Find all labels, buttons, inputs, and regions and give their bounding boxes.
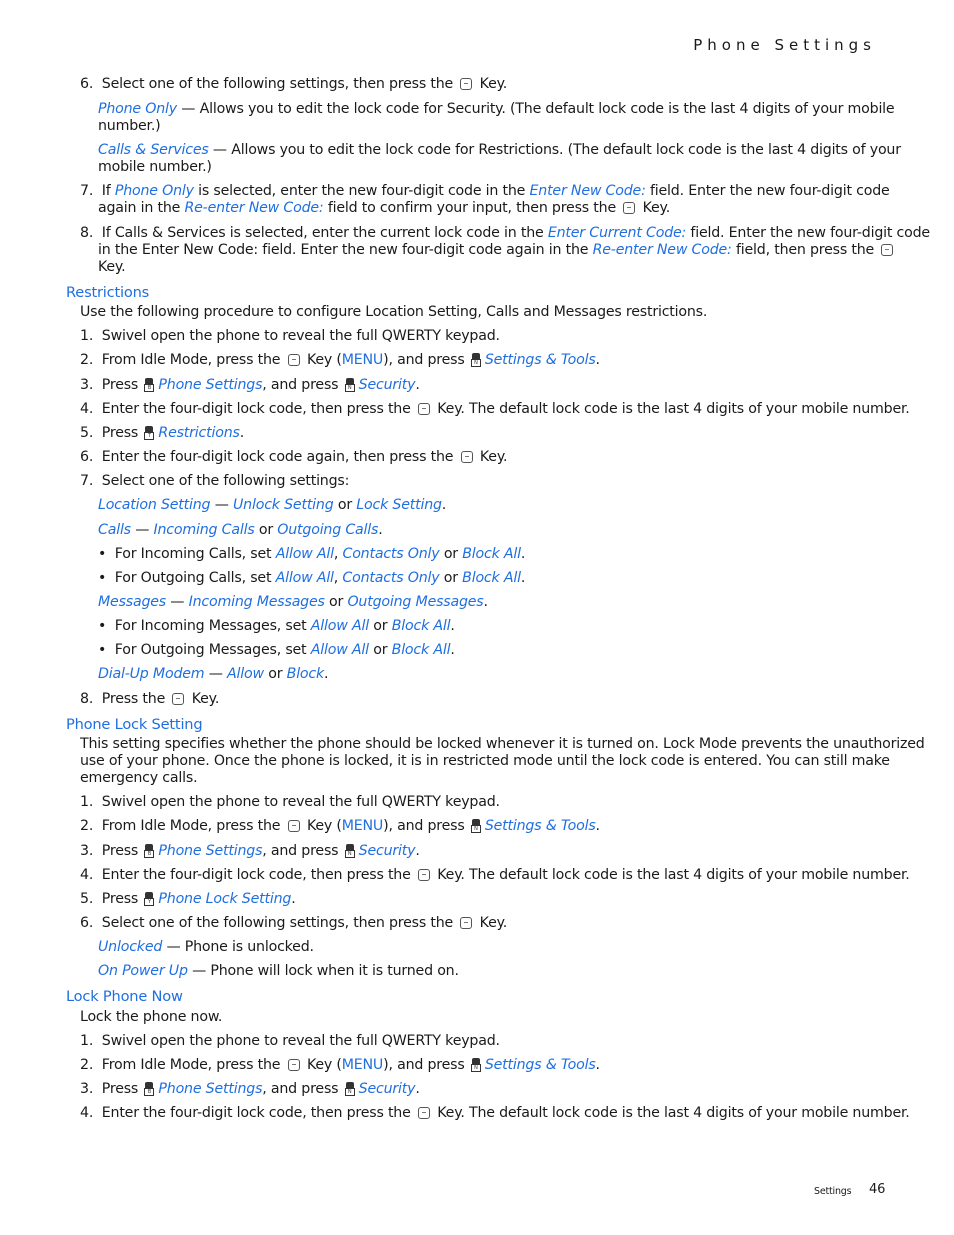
- bullet-incoming-calls: [98, 546, 525, 563]
- menu-option: Phone Settings: [158, 377, 263, 393]
- option-value: Incoming Messages: [188, 594, 325, 610]
- option-value: Contacts Only: [342, 570, 440, 586]
- step-text: Key.: [191, 691, 220, 707]
- step-text: ), and press: [383, 818, 465, 834]
- option-calls-services: [98, 142, 901, 159]
- menu-label: MENU: [341, 352, 384, 368]
- step-text: From Idle Mode, press the: [101, 1057, 281, 1073]
- section-heading-restrictions: Restrictions: [66, 284, 150, 301]
- step-1: [80, 328, 500, 345]
- step-text: field. Enter the new four-digit code: [649, 183, 890, 199]
- punctuation: .: [520, 570, 526, 586]
- punctuation: .: [450, 642, 455, 658]
- punctuation: .: [415, 377, 420, 393]
- step-text: Enter the four-digit lock code again, then press the: [101, 449, 454, 465]
- menu-option: Phone Settings: [158, 1081, 263, 1097]
- ok-key-icon: [418, 403, 430, 415]
- step-7: [80, 183, 890, 200]
- bullet-icon: •: [98, 642, 107, 658]
- menu-option: Restrictions: [158, 425, 240, 441]
- option-value: Block: [286, 666, 325, 682]
- step-number: 3.: [80, 843, 94, 859]
- dash: —: [170, 594, 185, 610]
- option-value: Allow All: [310, 618, 369, 634]
- punctuation: .: [595, 352, 600, 368]
- section-paragraph-line: emergency calls.: [80, 770, 198, 786]
- punctuation: .: [415, 843, 420, 859]
- n-key-icon: N: [471, 1058, 481, 1071]
- menu-option: Settings & Tools: [484, 818, 596, 834]
- step-3: [80, 377, 420, 394]
- step-text: Swivel open the phone to reveal the full QWERTY keypad.: [101, 328, 500, 344]
- n-key-icon: N: [345, 1082, 355, 1095]
- ok-key-icon: [288, 1059, 300, 1071]
- option-name: Calls: [98, 522, 131, 538]
- menu-option: Phone Settings: [158, 843, 263, 859]
- section-intro: Lock the phone now.: [80, 1009, 223, 1025]
- bullet-incoming-messages: [98, 618, 455, 635]
- option-desc-cont: mobile number.): [98, 159, 212, 175]
- step-text: field to confirm your input, then press the: [327, 200, 616, 216]
- option-on-power-up: [98, 963, 459, 980]
- step-text: If: [101, 183, 111, 199]
- step-number: 4.: [80, 867, 94, 883]
- step-1: [80, 1033, 500, 1050]
- step-text: is selected, enter the new four-digit code in the: [198, 183, 526, 199]
- step-text: Key. The default lock code is the last 4 digits of your mobile number.: [437, 867, 910, 883]
- step-text: Key (: [306, 1057, 342, 1073]
- step-text: , and press: [262, 1081, 339, 1097]
- option-name: Unlocked: [98, 939, 163, 955]
- option-unlocked: [98, 939, 314, 956]
- bullet-icon: •: [98, 546, 107, 562]
- conjunction: or: [373, 642, 388, 658]
- section-paragraph-line: This setting specifies whether the phone should be locked whenever it is turned on. Lock Mode prevents the unauthorized: [80, 736, 925, 752]
- dash: —: [214, 497, 229, 513]
- step-3: [80, 843, 420, 860]
- page-number: 46: [869, 1182, 886, 1197]
- step-5: [80, 425, 244, 442]
- punctuation: .: [520, 546, 526, 562]
- bullet-icon: •: [98, 618, 107, 634]
- step-number: 3.: [80, 1081, 94, 1097]
- menu-option: Security: [358, 1081, 416, 1097]
- bullet-text: For Outgoing Messages, set: [114, 642, 307, 658]
- step-6: [80, 915, 507, 932]
- option-desc: — Allows you to edit the lock code for Restrictions. (The default lock code is the last 4 digits of your: [212, 142, 901, 158]
- field-name: Re-enter New Code:: [592, 242, 732, 258]
- t-key-icon: T: [144, 426, 154, 439]
- step-8: [80, 225, 930, 242]
- ok-key-icon: [288, 354, 300, 366]
- step-text: Press: [101, 1081, 139, 1097]
- step-number: 1.: [80, 794, 94, 810]
- section-heading-lock-phone-now: Lock Phone Now: [66, 988, 183, 1005]
- option-name: Messages: [98, 594, 166, 610]
- conjunction: or: [258, 522, 273, 538]
- step-text: Swivel open the phone to reveal the full QWERTY keypad.: [101, 794, 500, 810]
- option-value: Outgoing Messages: [347, 594, 484, 610]
- ok-key-icon: [418, 869, 430, 881]
- step-8-cont: [98, 242, 896, 259]
- option-value: Lock Setting: [356, 497, 442, 513]
- section-intro: Use the following procedure to configure Location Setting, Calls and Messages restrictions.: [80, 304, 708, 320]
- option-value: Unlock Setting: [233, 497, 334, 513]
- punctuation: .: [291, 891, 296, 907]
- punctuation: .: [239, 425, 245, 441]
- punctuation: ,: [333, 546, 339, 562]
- option-location-setting: [98, 497, 446, 514]
- step-5: [80, 891, 296, 908]
- step-number: 2.: [80, 352, 94, 368]
- step-2: [80, 352, 600, 369]
- step-text: Press: [101, 891, 139, 907]
- option-desc: — Phone will lock when it is turned on.: [192, 963, 459, 979]
- step-text: Press: [101, 843, 139, 859]
- step-text: From Idle Mode, press the: [101, 352, 281, 368]
- step-text: , and press: [262, 377, 339, 393]
- step-4: [80, 1105, 910, 1122]
- step-text: Enter the four-digit lock code, then press the: [101, 1105, 411, 1121]
- step-text: in the Enter New Code: field. Enter the new four-digit code again in the: [98, 242, 589, 258]
- field-name: Re-enter New Code:: [184, 200, 324, 216]
- page-header-title: Phone Settings: [693, 36, 876, 54]
- option-dial-up-modem: [98, 666, 328, 683]
- menu-option: Security: [358, 377, 416, 393]
- step-text: Select one of the following settings:: [101, 473, 350, 489]
- menu-option: Phone Lock Setting: [158, 891, 292, 907]
- n-key-icon: N: [345, 378, 355, 391]
- option-desc: — Allows you to edit the lock code for Security. (The default lock code is the last 4 digits of your mobile: [181, 101, 895, 117]
- step-number: 2.: [80, 1057, 94, 1073]
- y-key-icon: Y: [144, 892, 154, 905]
- step-text: Press: [101, 377, 139, 393]
- ok-key-icon: [288, 820, 300, 832]
- punctuation: .: [441, 497, 447, 513]
- option-desc-cont: number.): [98, 118, 161, 134]
- field-name: Enter Current Code:: [547, 225, 687, 241]
- step-text: Key.: [479, 915, 508, 931]
- option-value: Block All: [391, 618, 451, 634]
- section-heading-phone-lock-setting: Phone Lock Setting: [66, 716, 203, 733]
- step-text: Key.: [479, 76, 508, 92]
- ok-key-icon: [461, 451, 473, 463]
- step-text: , and press: [262, 843, 339, 859]
- bullet-icon: •: [98, 570, 107, 586]
- option-calls: [98, 522, 383, 539]
- ok-key-icon: [418, 1107, 430, 1119]
- step-text: If Calls & Services is selected, enter the current lock code in the: [101, 225, 544, 241]
- ok-key-icon: [172, 693, 184, 705]
- bullet-text: For Incoming Messages, set: [114, 618, 307, 634]
- option-value: Block All: [462, 546, 521, 562]
- menu-option: Settings & Tools: [484, 352, 596, 368]
- option-value: Block All: [391, 642, 451, 658]
- step-text: Key. The default lock code is the last 4 digits of your mobile number.: [437, 401, 910, 417]
- step-number: 6.: [80, 915, 94, 931]
- step-8-cont2: Key.: [98, 259, 126, 275]
- footer-section-label: Settings: [814, 1186, 852, 1197]
- step-text: field. Enter the new four-digit code: [690, 225, 930, 241]
- punctuation: .: [450, 618, 455, 634]
- step-number: 8.: [80, 225, 94, 241]
- section-paragraph-line: use of your phone. Once the phone is locked, it is in restricted mode until the lock code is entered. You can still make: [80, 753, 890, 769]
- punctuation: .: [483, 594, 488, 610]
- step-4: [80, 401, 910, 418]
- conjunction: or: [373, 618, 388, 634]
- menu-label: MENU: [341, 1057, 384, 1073]
- conjunction: or: [443, 570, 458, 586]
- option-name: Phone Only: [114, 183, 194, 199]
- menu-option: Settings & Tools: [484, 1057, 596, 1073]
- step-number: 6.: [80, 449, 94, 465]
- option-phone-only: [98, 101, 894, 118]
- option-value: Allow All: [275, 570, 334, 586]
- step-text: Select one of the following settings, then press the: [101, 915, 454, 931]
- option-value: Incoming Calls: [153, 522, 255, 538]
- step-number: 8.: [80, 691, 94, 707]
- option-value: Block All: [462, 570, 521, 586]
- dash: —: [208, 666, 223, 682]
- step-2: [80, 1057, 600, 1074]
- step-text: Key (: [306, 818, 342, 834]
- step-text: Key.: [642, 200, 671, 216]
- b-key-icon: B: [144, 844, 154, 857]
- ok-key-icon: [881, 244, 893, 256]
- step-text: Select one of the following settings, then press the: [101, 76, 454, 92]
- step-number: 1.: [80, 1033, 94, 1049]
- step-number: 5.: [80, 425, 94, 441]
- option-name: Phone Only: [98, 101, 177, 117]
- option-value: Allow All: [275, 546, 334, 562]
- step-6: [80, 76, 507, 93]
- step-8: [80, 691, 219, 708]
- option-value: Contacts Only: [342, 546, 440, 562]
- n-key-icon: N: [471, 819, 481, 832]
- step-text: Enter the four-digit lock code, then press the: [101, 401, 411, 417]
- step-text: Press: [101, 425, 139, 441]
- punctuation: .: [415, 1081, 420, 1097]
- conjunction: or: [337, 497, 352, 513]
- bullet-outgoing-calls: [98, 570, 525, 587]
- step-text: Key (: [306, 352, 342, 368]
- option-value: Allow All: [310, 642, 369, 658]
- step-text: field, then press the: [735, 242, 875, 258]
- step-text: From Idle Mode, press the: [101, 818, 281, 834]
- step-7-cont: [98, 200, 670, 217]
- step-number: 5.: [80, 891, 94, 907]
- step-1: [80, 794, 500, 811]
- conjunction: or: [268, 666, 283, 682]
- punctuation: .: [595, 818, 600, 834]
- step-number: 4.: [80, 401, 94, 417]
- step-number: 4.: [80, 1105, 94, 1121]
- n-key-icon: N: [345, 844, 355, 857]
- step-number: 3.: [80, 377, 94, 393]
- step-text: Key. The default lock code is the last 4 digits of your mobile number.: [437, 1105, 910, 1121]
- step-7: [80, 473, 349, 490]
- option-name: Calls & Services: [98, 142, 209, 158]
- ok-key-icon: [460, 917, 472, 929]
- bullet-text: For Outgoing Calls, set: [114, 570, 272, 586]
- punctuation: ,: [333, 570, 339, 586]
- b-key-icon: B: [144, 378, 154, 391]
- option-value: Allow: [227, 666, 264, 682]
- conjunction: or: [443, 546, 458, 562]
- menu-option: Security: [358, 843, 416, 859]
- option-messages: [98, 594, 488, 611]
- punctuation: .: [378, 522, 383, 538]
- n-key-icon: N: [471, 353, 481, 366]
- step-number: 6.: [80, 76, 94, 92]
- ok-key-icon: [460, 78, 472, 90]
- ok-key-icon: [623, 202, 635, 214]
- option-value: Outgoing Calls: [277, 522, 379, 538]
- step-number: 7.: [80, 183, 94, 199]
- option-desc: — Phone is unlocked.: [166, 939, 314, 955]
- step-4: [80, 867, 910, 884]
- menu-label: MENU: [341, 818, 384, 834]
- b-key-icon: B: [144, 1082, 154, 1095]
- step-text: Enter the four-digit lock code, then press the: [101, 867, 411, 883]
- step-6: [80, 449, 507, 466]
- step-text: Press the: [101, 691, 166, 707]
- option-name: On Power Up: [98, 963, 188, 979]
- bullet-text: For Incoming Calls, set: [114, 546, 272, 562]
- dash: —: [135, 522, 150, 538]
- punctuation: .: [595, 1057, 600, 1073]
- step-text: again in the: [98, 200, 181, 216]
- conjunction: or: [329, 594, 344, 610]
- step-number: 7.: [80, 473, 94, 489]
- step-number: 2.: [80, 818, 94, 834]
- bullet-outgoing-messages: [98, 642, 455, 659]
- step-text: ), and press: [383, 352, 465, 368]
- option-name: Location Setting: [98, 497, 211, 513]
- punctuation: .: [324, 666, 329, 682]
- step-3: [80, 1081, 420, 1098]
- step-text: Swivel open the phone to reveal the full QWERTY keypad.: [101, 1033, 500, 1049]
- field-name: Enter New Code:: [529, 183, 646, 199]
- step-number: 1.: [80, 328, 94, 344]
- option-name: Dial-Up Modem: [98, 666, 205, 682]
- step-2: [80, 818, 600, 835]
- step-text: Key.: [479, 449, 508, 465]
- step-text: ), and press: [383, 1057, 465, 1073]
